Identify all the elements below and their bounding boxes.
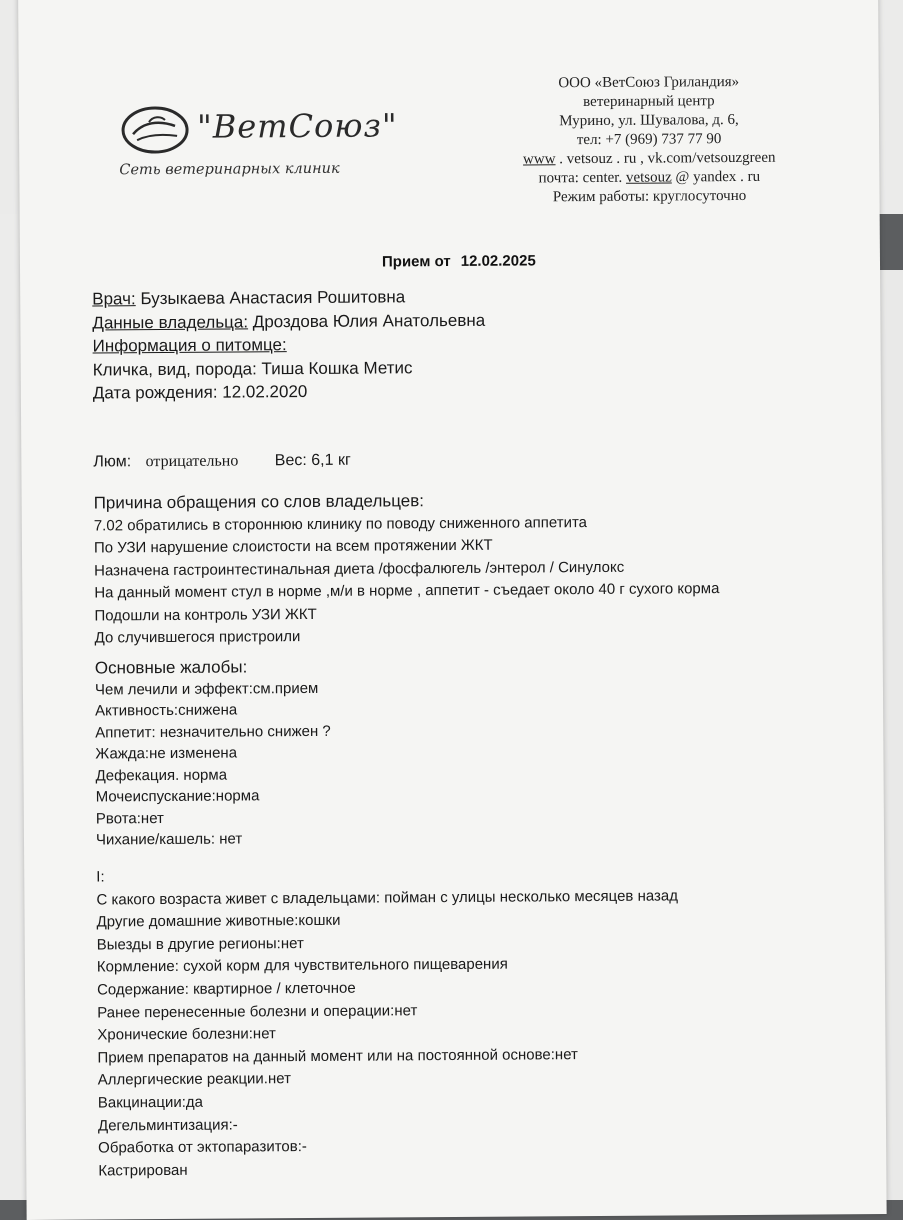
complaint-line: Чихание/кашель: нет [95,830,243,849]
clinic-logo [119,102,420,184]
anamnesis-line: Кастрирован [98,1161,188,1180]
complaint-line: Чем лечили и эффект:см.прием [94,679,319,698]
clinic-contacts [489,72,810,207]
anamnesis-line: Выезды в другие регионы:нет [96,934,304,954]
doctor-label: Врач: [92,289,136,309]
complaint-line: Активность:снижена [95,701,238,720]
reason-line: До случившегося пристроили [94,628,301,647]
clinic-brand-name: "ВетСоюз" [196,106,398,146]
clinic-tagline: Сеть ветеринарных клиник [119,160,340,179]
web-rest: . vetsouz . ru , vk.com/vetsouzgreen [555,149,776,168]
anamnesis-line: Содержание: квартирное / клеточное [96,979,356,999]
reason-line: Подошли на контроль УЗИ ЖКТ [94,605,317,624]
reason-heading: Причина обращения со слов владельцев: [93,491,425,513]
anamnesis-line: Прием препаратов на данный момент или на постоянной основе:нет [97,1045,578,1067]
anamnesis-heading: I: [96,868,105,886]
doctor-name: Бузыкаева Анастасия Рошитовна [135,287,406,309]
weight-value: 6,1 кг [311,451,351,469]
anamnesis-line: С какого возраста живет с владельцами: пойман с улицы несколько месяцев назад [96,887,679,909]
complaint-line: Мочеиспускание:норма [95,787,260,806]
org-name: ООО «ВетСоюз Гриландия» [558,73,740,92]
clinic-email [489,167,809,188]
anamnesis-line: Дегельминтизация:- [97,1116,238,1135]
anamnesis-section [96,862,680,1182]
email-underlined: vetsouz [625,169,672,186]
clinic-phone: тел: +7 (969) 737 77 90 [576,131,722,149]
reason-line: Назначена гастроинтестинальная диета /фосфалюгель /энтерол / Синулокс [94,558,625,579]
clinic-hours: Режим работы: круглосуточно [552,187,747,206]
weight-label: Вес: [274,451,307,470]
web-prefix: www [522,151,556,168]
anamnesis-line: Обработка от эктопаразитов:- [98,1138,307,1157]
org-type: ветеринарный центр [583,93,715,111]
reason-section [94,488,720,650]
anamnesis-line: Вакцинации:да [97,1093,204,1112]
owner-label: Данные владельца: [92,311,249,332]
anamnesis-line: Другие домашние животные:кошки [96,911,341,931]
reason-line: По УЗИ нарушение слоистости на всем протяжении ЖКТ [93,536,493,557]
email-rest: @ yandex . ru [671,168,761,186]
reason-line: 7.02 обратились в стороннюю клинику по поводу сниженного аппетита [93,513,588,534]
document-page [18,0,887,1220]
visit-title-label: Прием от [381,252,451,271]
clinic-web [489,148,809,169]
anamnesis-line: Хронические болезни:нет [97,1025,276,1044]
complaints-section [95,656,332,851]
lum-value: отрицательно [145,452,239,471]
anamnesis-line: Ранее перенесенные болезни и операции:нет [97,1001,418,1022]
patient-info [92,285,486,405]
complaint-line: Аппетит: незначительно снижен ? [95,722,331,741]
owner-line [92,308,485,334]
complaint-line: Дефекация. норма [95,766,228,784]
email-prefix: почта: center. [538,169,626,187]
anamnesis-line: Аллергические реакции.нет [97,1070,292,1089]
visit-date: 12.02.2025 [460,252,536,270]
visit-title [382,252,536,270]
pet-info-heading: Информация о питомце: [92,335,287,356]
lum-label: Люм: [93,453,132,471]
complaints-heading: Основные жалобы: [94,657,248,678]
clinic-address: Мурино, ул. Шувалова, д. 6, [559,111,739,130]
doctor-line [92,285,485,311]
owner-name: Дроздова Юлия Анатольевна [247,310,486,331]
reason-line: На данный момент стул в норме ,м/и в норме , аппетит - съедает около 40 г сухого корма [94,580,720,602]
hands-emblem-icon [119,104,191,157]
complaint-line: Рвота:нет [95,809,164,827]
tests-line [93,452,351,472]
complaint-line: Жажда:не изменена [95,744,238,763]
anamnesis-line: Кормление: сухой корм для чувствительного пищеварения [96,955,508,976]
birth-date-line: Дата рождения: 12.02.2020 [92,381,308,403]
pet-name-line: Кличка, вид, порода: Тиша Кошка Метис [92,357,413,379]
